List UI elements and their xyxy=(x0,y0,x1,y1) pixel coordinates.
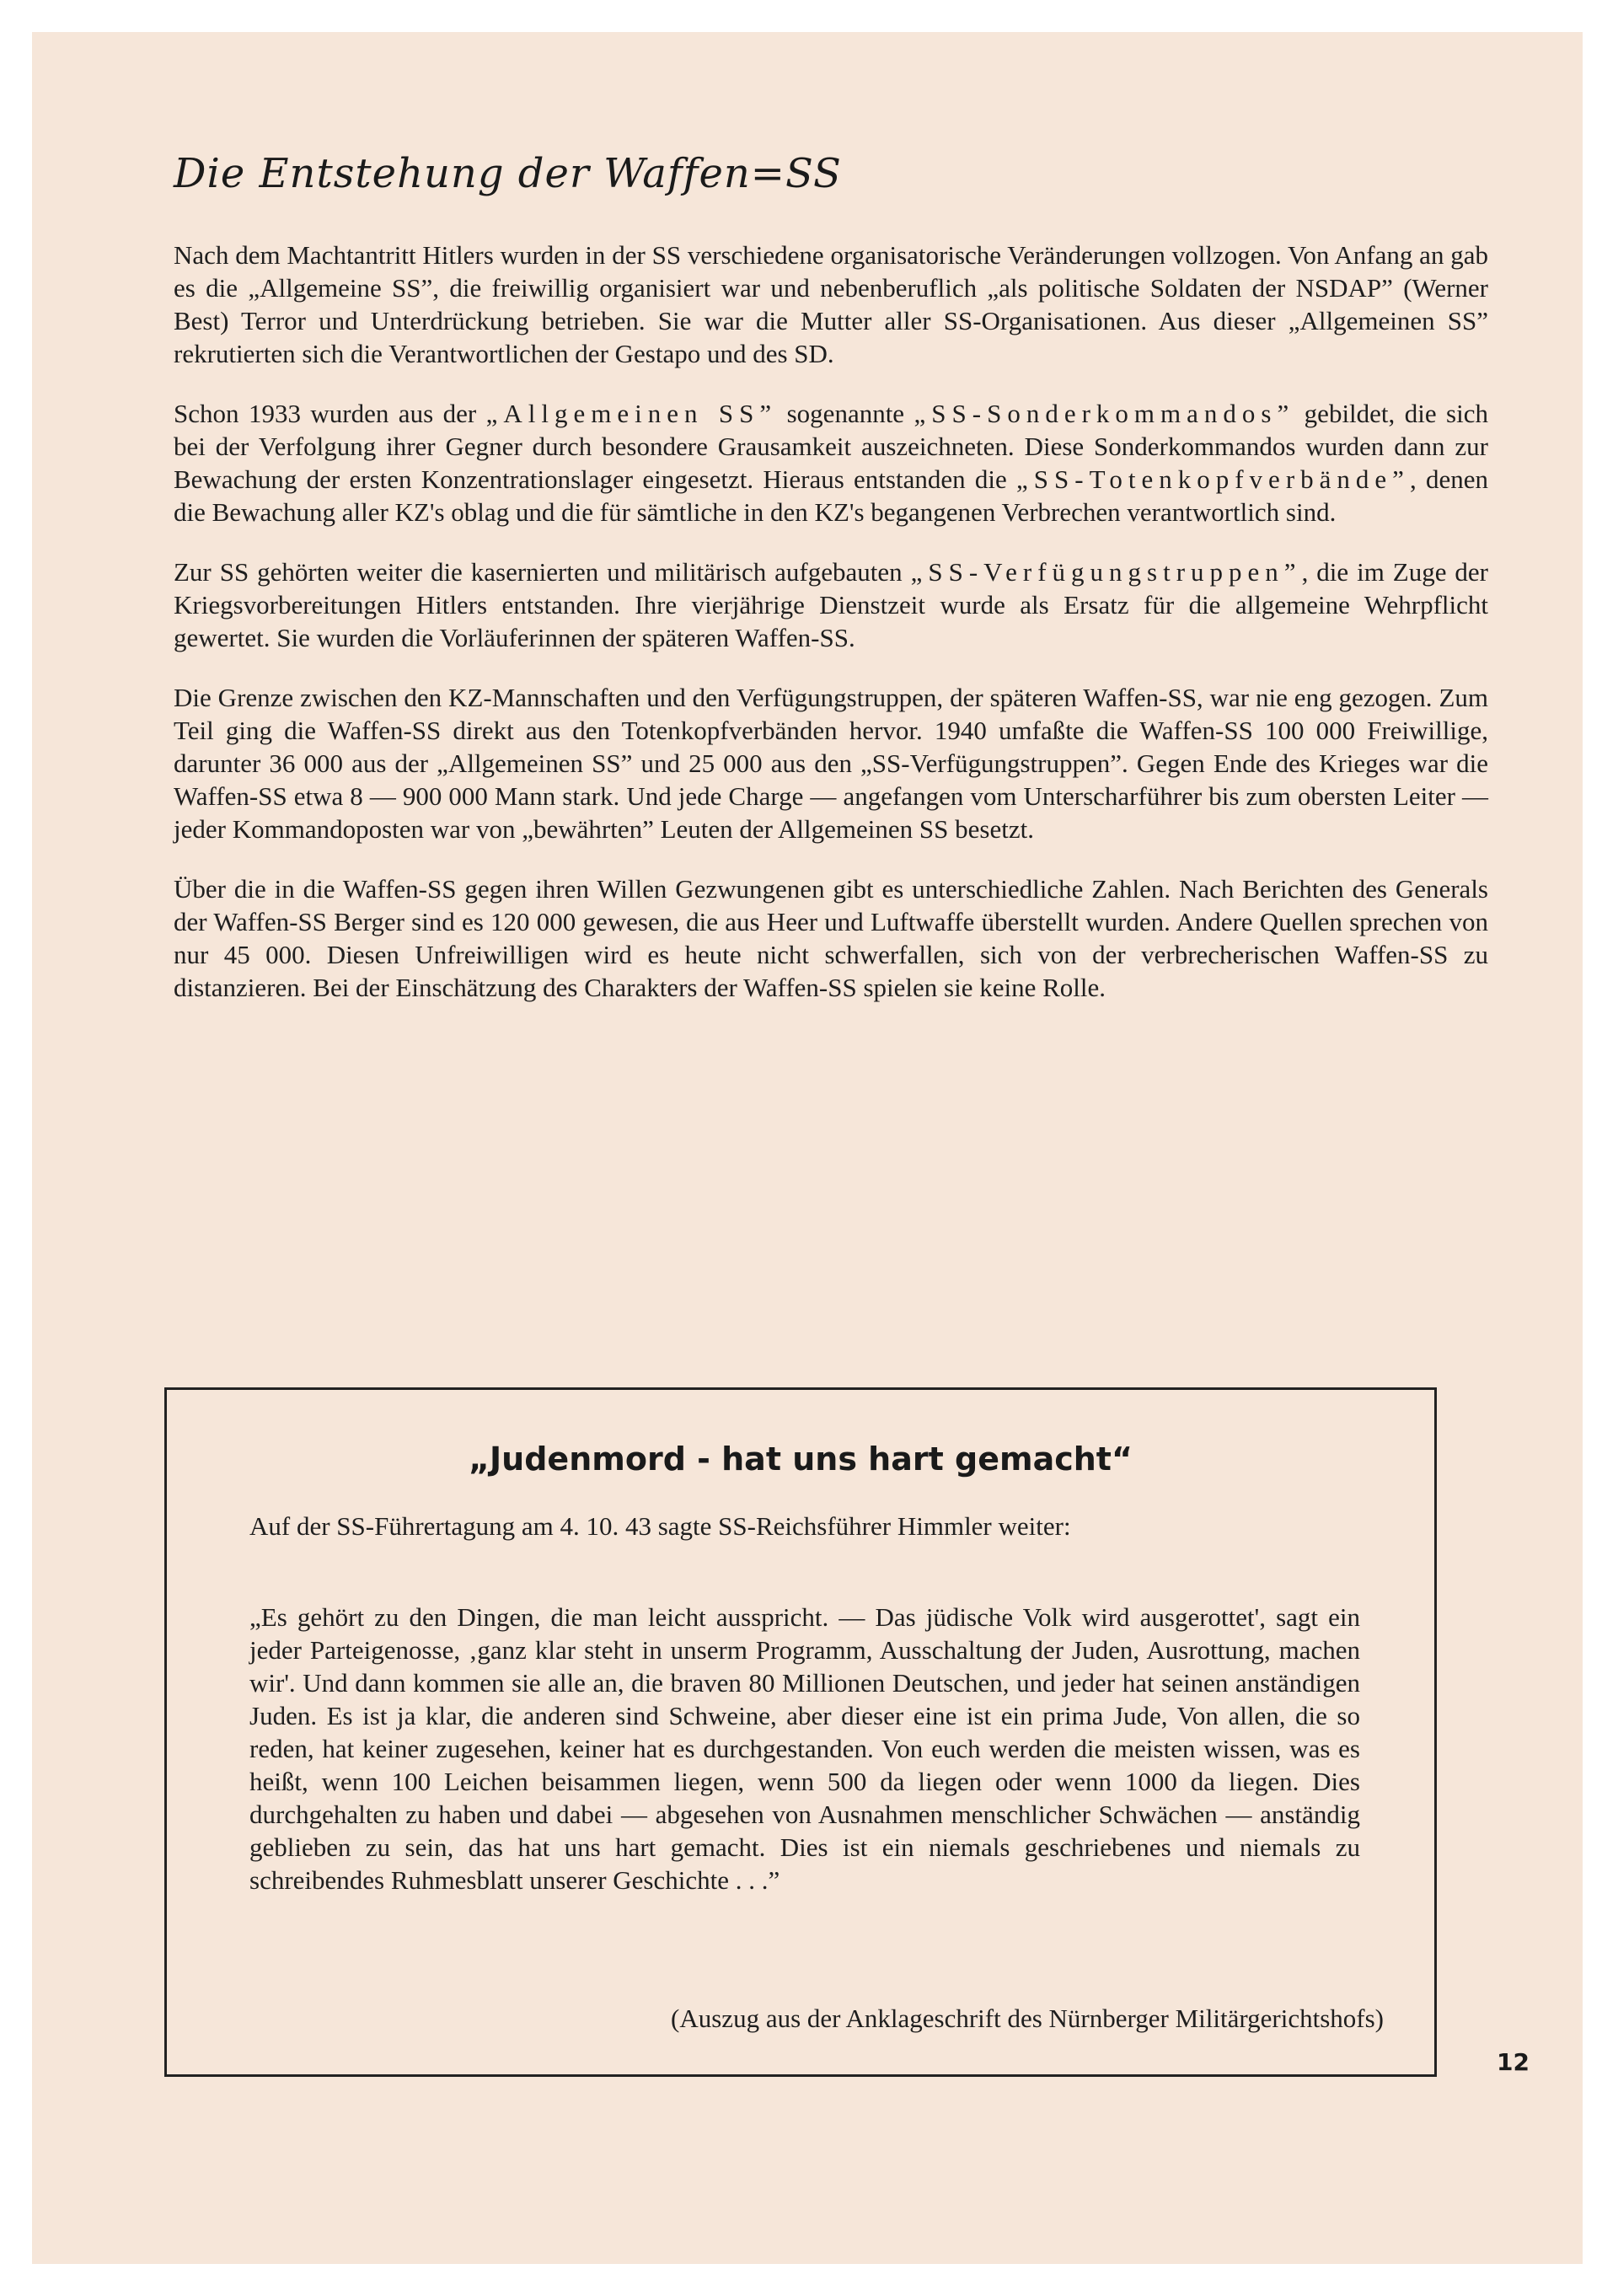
quote-box-intro: Auf der SS-Führertagung am 4. 10. 43 sagte SS-Reichsführer Himmler weiter: xyxy=(249,1511,1071,1541)
quote-source: (Auszug aus der Anklageschrift des Nürnberger Militärgerichtshofs) xyxy=(671,2004,1384,2033)
term-allgemeine-ss: „Allgemeinen SS” xyxy=(485,399,778,428)
himmler-quote: „Es gehört zu den Dingen, die man leicht ausspricht. — Das jüdische Volk wird ausgerottet', sagt ein jeder Parteigenosse, ‚ganz klar steht in unserm Programm, Ausschaltung der Juden, Ausrottung, machen wir'. Und dann kommen sie alle an, die braven 80 Millionen Deutschen, und jeder hat seinen anständigen Juden. Es ist ja klar, die anderen sind Schweine, aber dieser eine ist ein prima Jude, Von allen, die so reden, hat keiner zugesehen, keiner hat es durchgestanden. Von euch werden die meisten wissen, was es heißt, wenn 100 Leichen beisammen liegen, wenn 500 da liegen oder wenn 1000 da liegen. Dies durchgehalten zu haben und dabei — abgesehen von Ausnahmen menschlicher Schwächen — anständig geblieben zu sein, das hat uns hart gemacht. Dies ist ein niemals geschriebenes und niemals zu schreibendes Ruhmesblatt unserer Geschichte . . .” xyxy=(249,1602,1360,1895)
paragraph-2-text-a: Schon 1933 wurden aus der xyxy=(174,399,486,428)
quote-box xyxy=(164,1387,1437,2077)
paragraph-5: Über die in die Waffen-SS gegen ihren Willen Gezwungenen gibt es unterschiedliche Zahlen. Nach Berichten des Generals der Waffen-SS Berger sind es 120 000 gewesen, die aus Heer und Luftwaffe überstellt wurden. Andere Quellen sprechen von nur 45 000. Diesen Unfreiwilligen wird es heute nicht schwerfallen, sich von der verbrecherischen Waffen-SS zu distanzieren. Bei der Einschätzung des Charakters der Waffen-SS spielen sie keine Rolle. xyxy=(174,874,1488,1002)
paragraph-2 xyxy=(174,397,1488,528)
quote-box-heading: „Judenmord - hat uns hart gemacht“ xyxy=(469,1440,1133,1478)
term-ss-sonderkommandos: „SS-Sonderkommandos” xyxy=(913,399,1295,428)
paragraph-2-text-g: , denen die Bewachung aller KZ's oblag und die für sämtliche in den KZ's begangenen Verbrechen verantwortlich sind. xyxy=(174,464,1488,527)
paragraph-3-text-c: , die im Zuge der Kriegsvorbereitungen Hitlers entstanden. Ihre vierjährige Dienstzeit wurde als Ersatz für die allgemeine Wehrpflicht gewertet. Sie wurden die Vorläuferinnen der späteren Waffen-SS. xyxy=(174,557,1488,652)
paragraph-3 xyxy=(174,555,1488,654)
paragraph-4: Die Grenze zwischen den KZ-Mannschaften und den Verfügungstruppen, der späteren Waffen-SS, war nie eng gezogen. Zum Teil ging die Waffen-SS direkt aus den Totenkopfverbänden hervor. 1940 umfaßte die Waffen-SS 100 000 Freiwillige, darunter 36 000 aus der „Allgemeinen SS” und 25 000 aus den „SS-Verfügungstruppen”. Gegen Ende des Krieges war die Waffen-SS etwa 8 — 900 000 Mann stark. Und jede Charge — angefangen vom Unterscharführer bis zum obersten Leiter — jeder Kommandoposten war von „bewährten” Leuten der Allgemeinen SS besetzt. xyxy=(174,683,1488,844)
term-ss-verfuegungstruppen: „SS-Verfügungstruppen” xyxy=(910,557,1302,587)
paragraph-1: Nach dem Machtantritt Hitlers wurden in der SS verschiedene organisatorische Veränderungen vollzogen. Von Anfang an gab es die „Allgemeine SS”, die freiwillig organisiert war und nebenberuflich „als politische Soldaten der NSDAP” (Werner Best) Terror und Unterdrückung betrieben. Sie war die Mutter aller SS-Organisationen. Aus dieser „Allgemeinen SS” rekrutierten sich die Verantwortlichen der Gestapo und des SD. xyxy=(174,240,1488,368)
paragraph-2-text-e: gebildet, die sich bei der Verfolgung ihrer Gegner durch besondere Grausamkeit auszeichneten. Diese Sonderkommandos wurden dann zur Bewachung der ersten Konzentrationslager eingesetzt. Hieraus entstanden die xyxy=(174,399,1488,494)
term-ss-totenkopfverbaende: „SS-Totenkopfverbände” xyxy=(1016,464,1410,494)
paragraph-2-text-c: sogenannte xyxy=(777,399,914,428)
paragraph-3-text-a: Zur SS gehörten weiter die kasernierten und militärisch aufgebauten xyxy=(174,557,911,587)
page-number: 12 xyxy=(1497,2048,1530,2076)
page-title: Die Entstehung der Waffen=SS xyxy=(174,150,842,197)
article-body xyxy=(174,239,1488,1031)
scan-mark xyxy=(39,51,57,56)
document-page xyxy=(32,32,1583,2264)
